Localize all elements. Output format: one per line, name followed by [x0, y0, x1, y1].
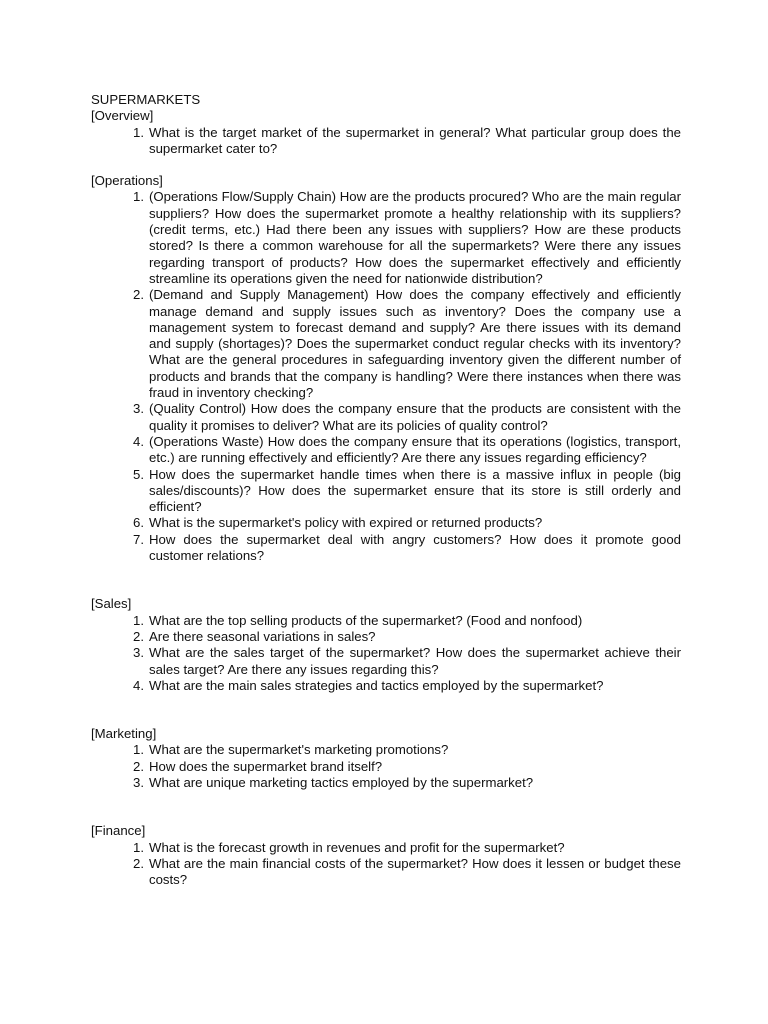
list-item [91, 401, 681, 434]
list-item-number: 2. [133, 855, 144, 871]
list-item-text: Are there seasonal variations in sales? [149, 628, 376, 644]
list-item [91, 678, 681, 694]
section-heading-operations: [Operations] [91, 173, 163, 189]
list-item [91, 775, 681, 791]
list-item-text: (Demand and Supply Management) How does the company effectively and efficiently manage demand and supply issues such as inventory? Does the company use a management system to forecast demand and supply? Are there issues with its demand and supply (shortages)? Does the supermarket conduct regular checks with its inventory? What are the general procedures in safeguarding inventory given the different number of products and brands that the company is handling? Were there instances when there was fraud in inventory checking? [149, 287, 681, 401]
list-item-number: 6. [133, 515, 144, 531]
section-spacer [91, 694, 681, 726]
list-item-number: 3. [133, 645, 144, 661]
list-item-number: 5. [133, 466, 144, 482]
sales-question-list [91, 613, 681, 694]
list-item-number: 3. [133, 774, 144, 790]
list-item-number: 7. [133, 531, 144, 547]
overview-question-list [91, 125, 681, 158]
marketing-question-list [91, 742, 681, 791]
list-item-number: 4. [133, 433, 144, 449]
list-item-text: What is the target market of the supermarket in general? What particular group does the supermarket cater to? [149, 124, 681, 156]
list-item-number: 2. [133, 287, 144, 303]
section-sales [91, 596, 681, 694]
list-item-number: 1. [133, 124, 144, 140]
list-item [91, 434, 681, 467]
list-item [91, 515, 681, 531]
section-spacer [91, 564, 681, 596]
document-page [91, 92, 681, 888]
list-item-text: What is the supermarket's policy with expired or returned products? [149, 515, 543, 531]
list-item-text: How does the supermarket brand itself? [149, 758, 383, 774]
list-item-number: 1. [133, 742, 144, 758]
list-item-text: What are the top selling products of the supermarket? (Food and nonfood) [149, 612, 583, 628]
list-item-number: 4. [133, 677, 144, 693]
list-item [91, 189, 681, 287]
section-heading-overview: [Overview] [91, 108, 154, 124]
list-item-text: What are the sales target of the supermarket? How does the supermarket achieve their sales target? Are there any issues regarding this? [149, 645, 681, 677]
list-item [91, 742, 681, 758]
list-item-text: (Operations Flow/Supply Chain) How are the products procured? Who are the main regular suppliers? How does the supermarket promote a healthy relationship with its suppliers? (credit terms, etc.) Had there been any issues with suppliers? How are these products stored? Is there a common warehouse for all the supermarkets? Were there any issues regarding transport of products? How does the supermarket effectively and efficiently streamline its operations given the need for nationwide distribution? [149, 189, 681, 286]
list-item [91, 645, 681, 678]
list-item-text: What are the main financial costs of the supermarket? How does it lessen or budget these costs? [149, 855, 681, 888]
section-heading-sales: [Sales] [91, 596, 132, 612]
list-item-text: What are the supermarket's marketing promotions? [149, 742, 449, 758]
list-item [91, 840, 681, 856]
list-item-number: 1. [133, 612, 144, 628]
list-item [91, 629, 681, 645]
list-item [91, 613, 681, 629]
section-marketing [91, 726, 681, 791]
list-item-number: 2. [133, 628, 144, 644]
list-item [91, 287, 681, 401]
list-item-text: (Operations Waste) How does the company ensure that its operations (logistics, transport, etc.) are running effectively and efficiently? Are there any issues regarding efficiency? [149, 433, 681, 466]
list-item [91, 532, 681, 565]
section-finance [91, 823, 681, 888]
list-item-number: 1. [133, 189, 144, 205]
list-item [91, 467, 681, 516]
list-item-text: (Quality Control) How does the company ensure that the products are consistent with the quality it promises to deliver? What are its policies of quality control? [149, 401, 681, 433]
list-item [91, 856, 681, 889]
document-title: SUPERMARKETS [91, 92, 201, 107]
list-item-number: 2. [133, 758, 144, 774]
section-operations [91, 173, 681, 564]
section-heading-finance: [Finance] [91, 823, 146, 839]
list-item [91, 125, 681, 158]
section-overview [91, 108, 681, 157]
list-item-number: 3. [133, 401, 144, 417]
section-spacer [91, 791, 681, 823]
finance-question-list [91, 840, 681, 889]
section-spacer [91, 157, 681, 173]
list-item-text: What are the main sales strategies and tactics employed by the supermarket? [149, 677, 604, 693]
list-item-text: What are unique marketing tactics employed by the supermarket? [149, 774, 534, 790]
section-heading-marketing: [Marketing] [91, 726, 157, 742]
list-item [91, 759, 681, 775]
list-item-number: 1. [133, 839, 144, 855]
list-item-text: How does the supermarket deal with angry customers? How does it promote good customer relations? [149, 531, 681, 564]
list-item-text: What is the forecast growth in revenues and profit for the supermarket? [149, 839, 565, 855]
list-item-text: How does the supermarket handle times when there is a massive influx in people (big sales/discounts)? How does the supermarket ensure that its store is still orderly and efficient? [149, 466, 681, 515]
operations-question-list [91, 189, 681, 564]
